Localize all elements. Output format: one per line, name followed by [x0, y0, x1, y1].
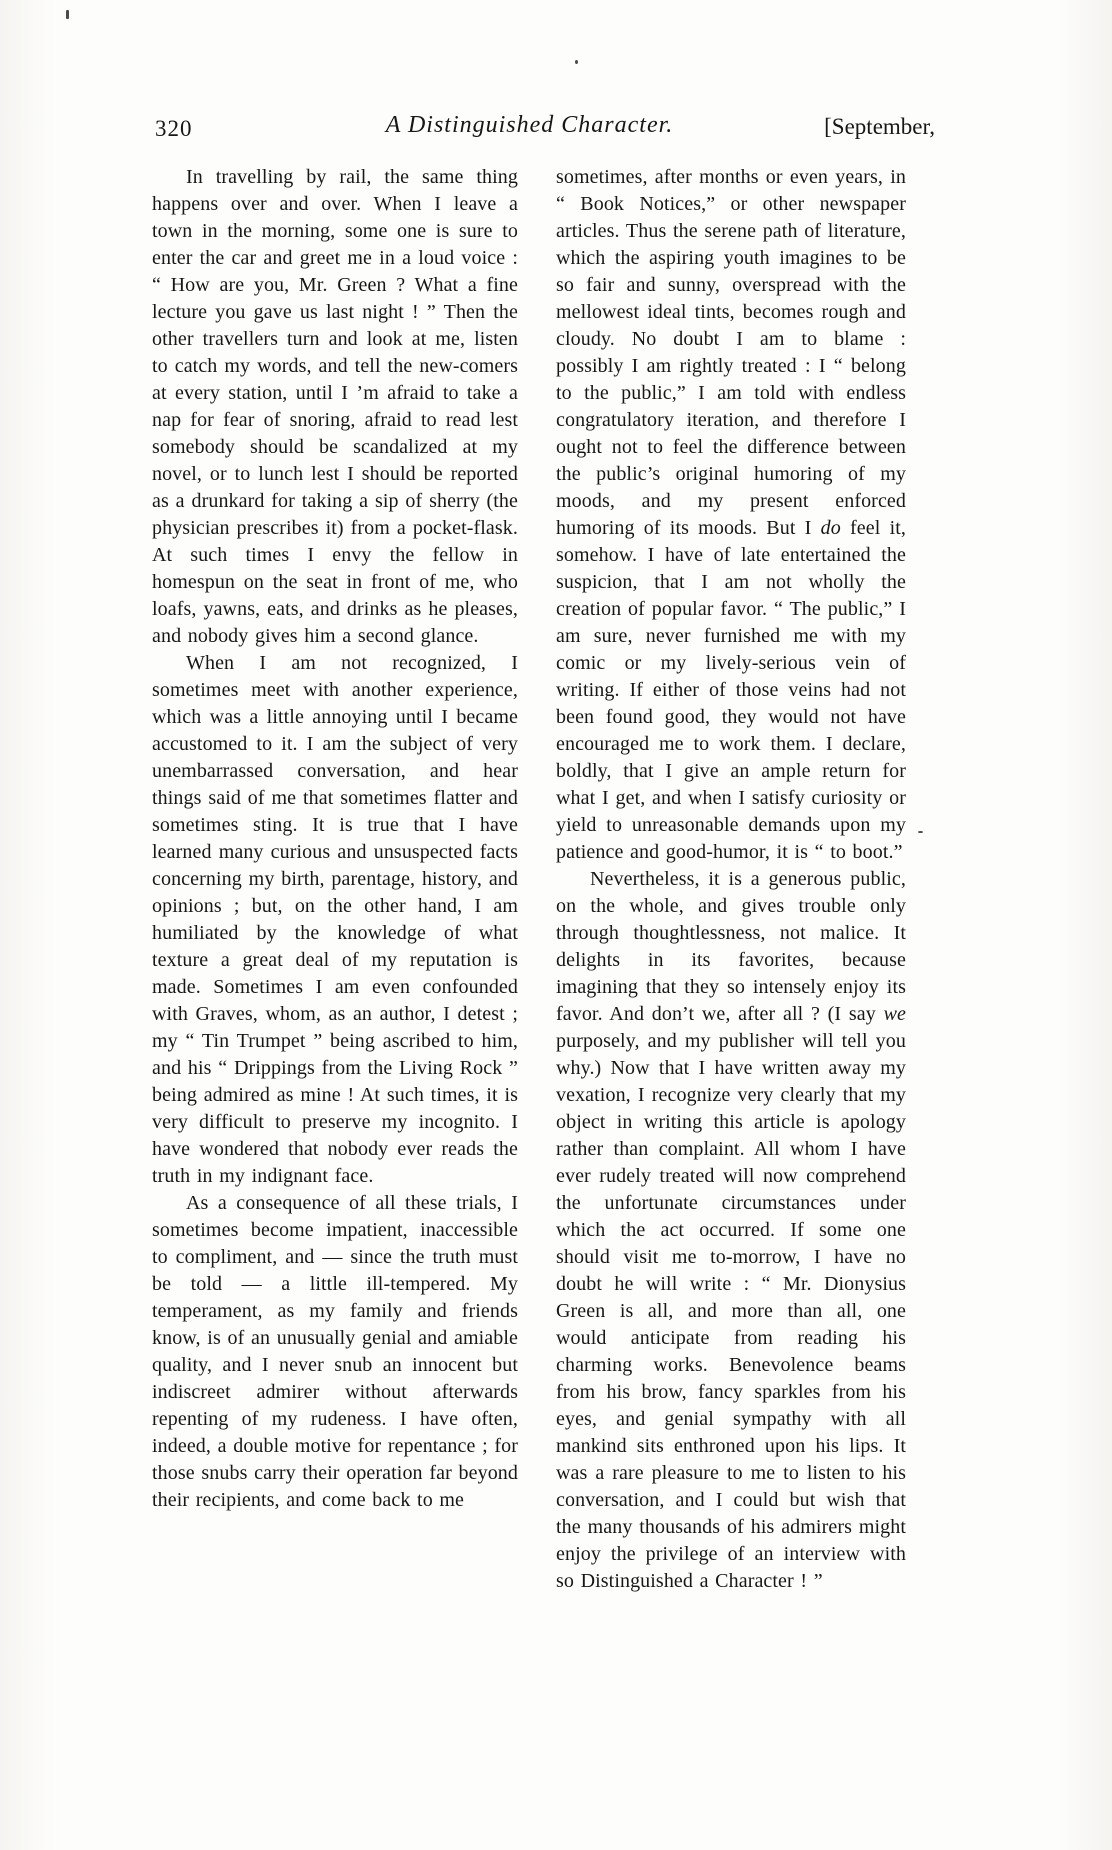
text-segment: When I am not recognized, I sometimes meet with another experience, which was a little annoying until I became accustomed to it. I am the subject of very unembarrassed conversation, and hear things said of me that sometimes flatter and sometimes sting. It is true that I have learned many curious and unsuspected facts concerning my birth, parentage, history, and opinions ; but, on the other hand, I am humiliated by the knowledge of what texture a great deal of my reputation is made. Sometimes I am even confounded with Graves, whom, as an author, I detest ; my “ Tin Trumpet ” being ascribed to him, and his “ Drippings from the Living Rock ” being admired as mine ! At such times, it is very difficult to preserve my incognito. I have wondered that nobody ever reads the truth in my indignant face. [152, 652, 518, 1187]
right-column [556, 164, 906, 1595]
italic-text-segment: do [820, 517, 841, 539]
paragraph [556, 164, 906, 866]
left-column [152, 164, 518, 1595]
italic-text-segment: we [883, 1003, 906, 1025]
scan-artifact [918, 831, 923, 833]
text-segment: feel it, somehow. I have of late entertained the suspicion, that I am not wholly the creation of popular favor. “ The public,” I am sure, never furnished me with my comic or my lively-serious vein of writing. If either of those veins had not been found good, they would not have encouraged me to work them. I declare, boldly, that I give an ample return for what I get, and when I satisfy curiosity or yield to unreasonable demands upon my patience and good-humor, it is “ to boot.” [556, 517, 906, 863]
text-segment: In travelling by rail, the same thing happens over and over. When I leave a town in the morning, some one is sure to enter the car and greet me in a loud voice : “ How are you, Mr. Green ? What a fine lecture you gave us last night ! ” Then the other travellers turn and look at me, listen to catch my words, and tell the new-comers at every station, until I ’m afraid to take a nap for fear of snoring, afraid to read lest somebody should be scandalized at my novel, or to lunch lest I should be reported as a drunkard for taking a sip of sherry (the physician prescribes it) from a pocket-flask. At such times I envy the fellow in homespun on the seat in front of me, who loafs, yawns, eats, and drinks as he pleases, and nobody gives him a second glance. [152, 166, 518, 647]
text-segment: purposely, and my publisher will tell you why.) Now that I have written away my vexation, I recognize very clearly that my object in writing this article is apology rather than complaint. All whom I have ever rudely treated will now comprehend the unfortunate circumstances under which the act occurred. If some one should visit me to-morrow, I have no doubt he will write : “ Mr. Dionysius Green is all, and more than all, one would anticipate from reading his charming works. Benevolence beams from his brow, fancy sparkles from his eyes, and genial sympathy with all mankind sits enthroned upon his lips. It was a rare pleasure to me to listen to his conversation, and I could but wish that the many thousands of his admirers might enjoy the privilege of an interview with so Distinguished a Character ! ” [556, 1030, 906, 1592]
scan-artifact [575, 60, 578, 64]
text-segment: sometimes, after months or even years, in “ Book Notices,” or other newspaper articles. Thus the serene path of literature, which the aspiring youth imagines to be so fair and sunny, overspread with the mellowest ideal tints, becomes rough and cloudy. No doubt I am to blame : possibly I am rightly treated : I “ belong to the public,” I am told with endless congratulatory iteration, and therefore I ought not to feel the difference between the public’s original humoring of my moods, and my present enforced humoring of its moods. But I [556, 166, 906, 539]
paragraph [152, 1190, 518, 1514]
issue-date-label: [September, [824, 114, 935, 139]
text-columns [152, 164, 908, 1595]
paragraph [556, 866, 906, 1595]
text-segment: As a consequence of all these trials, I sometimes become impatient, inaccessible to compliment, and — since the truth must be told — a little ill-tempered. My temperament, as my family and friends know, is of an unusually genial and amiable quality, and I never snub an innocent but indiscreet admirer without afterwards repenting of my rudeness. I have often, indeed, a double motive for repentance ; for those snubs carry their operation far beyond their recipients, and come back to me [152, 1192, 518, 1511]
running-head [152, 112, 935, 146]
text-segment: Nevertheless, it is a generous public, on the whole, and gives trouble only through thoughtlessness, not malice. It delights in its favorites, because imagining that they so intensely enjoy its favor. And don’t we, after all ? (I say [556, 868, 906, 1025]
page-number: 320 [155, 116, 193, 141]
scan-artifact [66, 10, 69, 19]
running-title: A Distinguished Character. [385, 112, 674, 138]
paragraph [152, 650, 518, 1190]
paragraph [152, 164, 518, 650]
